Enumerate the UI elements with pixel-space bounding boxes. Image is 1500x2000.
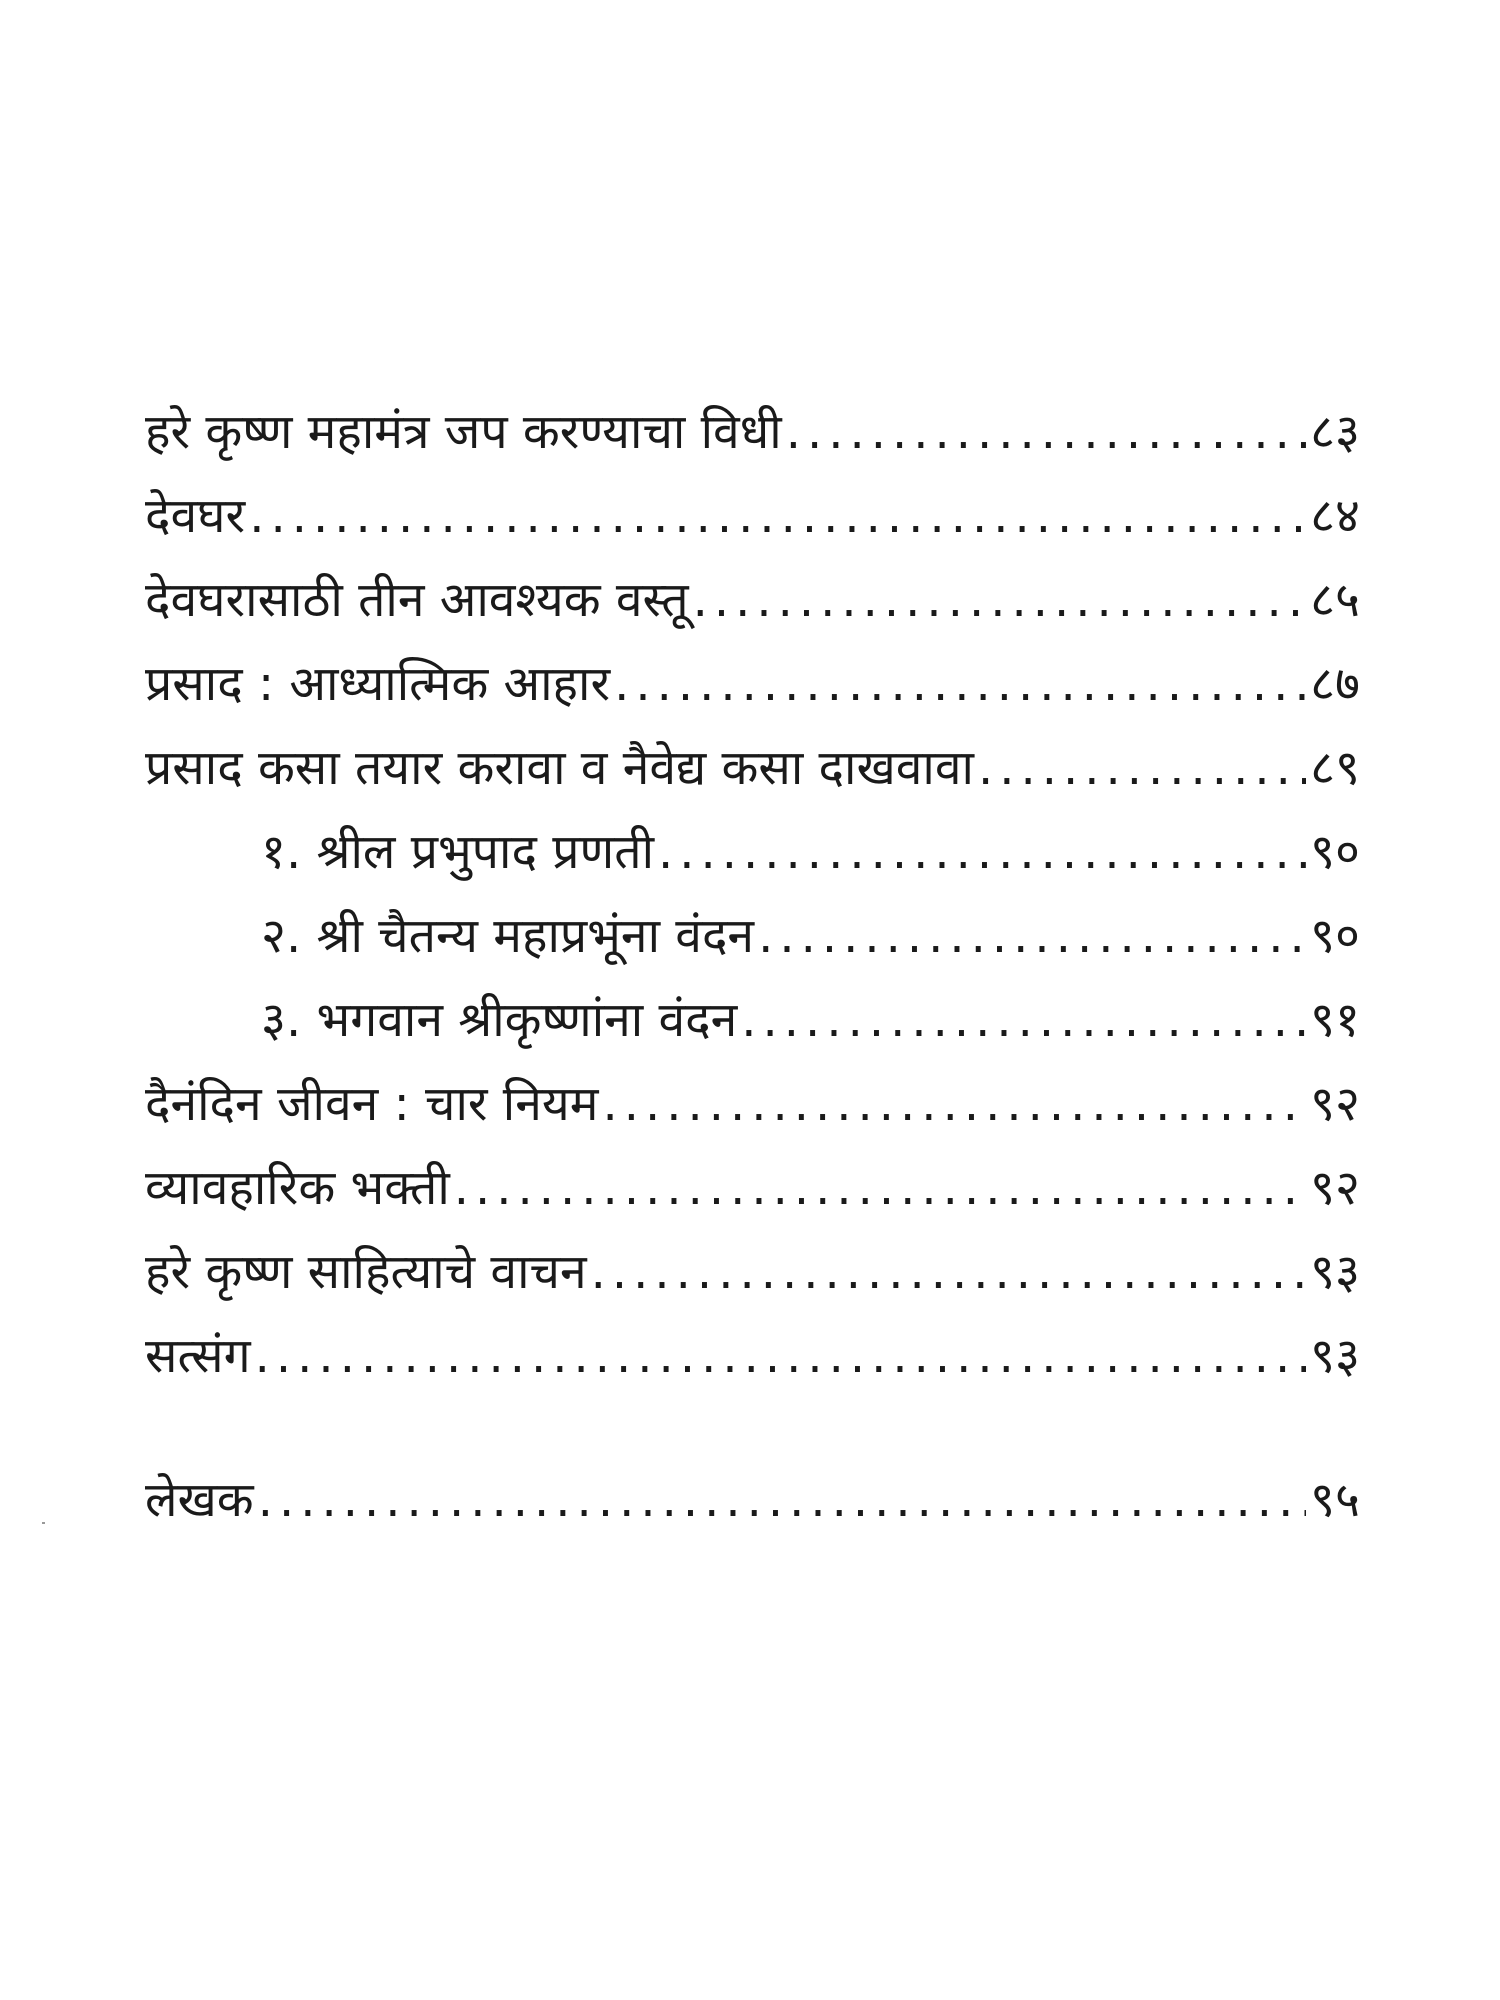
toc-entry-title: प्रसाद : आध्यात्मिक आहार <box>145 656 611 712</box>
dot-leader <box>658 810 1306 894</box>
toc-entry-title: व्यावहारिक भक्ती <box>145 1160 450 1216</box>
dot-leader <box>602 1062 1306 1146</box>
toc-entry-title: हरे कृष्ण महामंत्र जप करण्याचा विधी <box>145 404 782 460</box>
dot-leader <box>249 474 1306 558</box>
toc-entry <box>145 1458 1360 1542</box>
toc-entry-title: दैनंदिन जीवन : चार नियम <box>145 1076 599 1132</box>
toc-entry-title: देवघरासाठी तीन आवश्यक वस्तू <box>145 572 689 628</box>
toc-entry-title: देवघर <box>145 488 246 544</box>
toc-entry-page: ९५ <box>1310 1472 1360 1528</box>
toc-entry <box>145 1314 1360 1398</box>
dot-leader <box>741 978 1306 1062</box>
toc-entry-title: ३. भगवान श्रीकृष्णांना वंदन <box>261 992 738 1048</box>
dot-leader <box>591 1230 1306 1314</box>
dot-leader <box>786 390 1306 474</box>
toc-entry-page: ९२ <box>1310 1076 1360 1132</box>
toc-entry <box>145 558 1360 642</box>
table-of-contents <box>145 390 1360 1542</box>
dot-leader <box>758 894 1306 978</box>
toc-entry <box>145 474 1360 558</box>
dot-leader <box>258 1458 1306 1542</box>
toc-entry-page: ९० <box>1310 908 1360 964</box>
toc-entry-page: ९३ <box>1310 1328 1360 1384</box>
toc-entry-title: लेखक <box>145 1472 254 1528</box>
dot-leader <box>454 1146 1306 1230</box>
dot-leader <box>693 558 1306 642</box>
toc-entry-title: २. श्री चैतन्य महाप्रभूंना वंदन <box>261 908 755 964</box>
toc-subentry <box>145 978 1360 1062</box>
dot-leader <box>614 642 1306 726</box>
toc-entry-page: ९० <box>1310 824 1360 880</box>
toc-entry-page: ९३ <box>1310 1244 1360 1300</box>
toc-entry <box>145 1146 1360 1230</box>
toc-entry-page: ९२ <box>1310 1160 1360 1216</box>
toc-entry-page: ८५ <box>1310 572 1360 628</box>
toc-entry-page: ८९ <box>1310 740 1360 796</box>
toc-entry-page: ८७ <box>1310 656 1360 712</box>
toc-subentry <box>145 810 1360 894</box>
toc-entry-page: ८४ <box>1310 488 1360 544</box>
toc-entry <box>145 642 1360 726</box>
toc-entry-page: ९१ <box>1310 992 1360 1048</box>
toc-entry <box>145 1062 1360 1146</box>
toc-entry-title: हरे कृष्ण साहित्याचे वाचन <box>145 1244 587 1300</box>
toc-entry-page: ८३ <box>1310 404 1360 460</box>
toc-entry-title: सत्संग <box>145 1328 251 1384</box>
toc-entry <box>145 390 1360 474</box>
scan-speck <box>42 1522 45 1524</box>
toc-entry-title: १. श्रील प्रभुपाद प्रणती <box>261 824 654 880</box>
dot-leader <box>255 1314 1306 1398</box>
toc-entry <box>145 1230 1360 1314</box>
toc-entry <box>145 726 1360 810</box>
dot-leader <box>978 726 1306 810</box>
toc-subentry <box>145 894 1360 978</box>
toc-entry-title: प्रसाद कसा तयार करावा व नैवेद्य कसा दाखवावा <box>145 740 974 796</box>
